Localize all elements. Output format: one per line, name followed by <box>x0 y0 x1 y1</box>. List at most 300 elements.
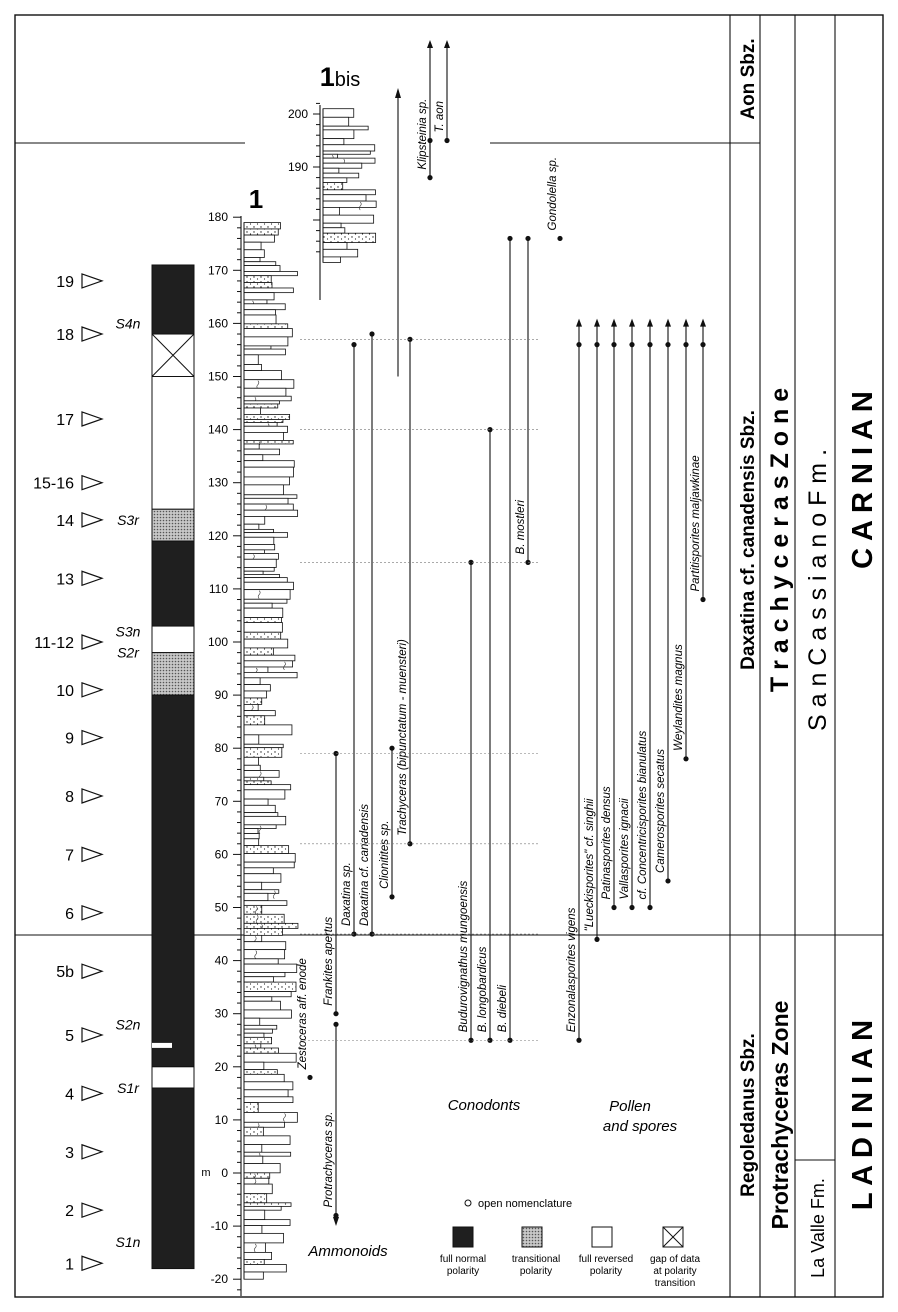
polarity-interval <box>152 695 194 1067</box>
zone-trachyceras-label: T r a c h y c e r a s Z o n e <box>766 387 794 693</box>
lithologic-log-1bis <box>323 109 376 263</box>
log-bed <box>244 590 290 600</box>
sample-label: 14 <box>56 512 74 530</box>
log-bed <box>244 262 276 266</box>
sample-label: 6 <box>65 905 74 923</box>
sample-marker-icon <box>82 513 102 527</box>
log-bed <box>244 455 263 461</box>
occurrence-dot <box>594 937 599 942</box>
log-bed <box>244 426 288 432</box>
polarity-interval <box>152 1067 194 1088</box>
log-bed <box>244 250 264 258</box>
log-bed <box>244 337 288 346</box>
log-bed <box>244 1136 290 1145</box>
log-bed <box>244 785 291 790</box>
log-bed <box>244 1001 280 1010</box>
occurrence-dot <box>647 905 652 910</box>
log-bed <box>244 485 283 495</box>
log-bed <box>323 130 354 139</box>
legend-normal-swatch <box>453 1227 473 1247</box>
log-bed <box>244 805 275 812</box>
log-bed <box>244 388 286 396</box>
open-nomenclature-label: open nomenclature <box>478 1198 573 1210</box>
log-bed <box>244 711 275 716</box>
log-bed <box>244 529 274 532</box>
subzone-regoledanus-label: Regoledanus Sbz. <box>738 1033 759 1197</box>
lithologic-log-main <box>244 223 298 1280</box>
taxon-name-label: Trachyceras (bipunctatum - muensteri) <box>397 639 409 836</box>
sample-marker-icon <box>82 731 102 745</box>
log-bed <box>244 862 294 868</box>
pollen-group-label-line2: and spores <box>602 1118 678 1135</box>
taxon-name-label: Camerosporites secatus <box>655 748 667 873</box>
taxon-range <box>397 337 413 847</box>
log-bed <box>244 935 262 941</box>
scale-tick-label: 120 <box>207 528 228 543</box>
sample-marker-icon <box>82 476 102 490</box>
log-bed <box>244 550 265 554</box>
stage-carnian-label: C A R N I A N <box>847 391 879 569</box>
taxon-range <box>341 342 357 937</box>
polarity-interval <box>152 653 194 695</box>
scale-tick-label: 180 <box>207 210 228 225</box>
zone-protrachyceras-label: Protrachyceras Zone <box>767 1000 793 1230</box>
log-bed <box>244 467 293 477</box>
log-bed <box>244 1164 280 1173</box>
log-bed <box>244 257 260 261</box>
log-bed <box>244 678 260 685</box>
sample-label: 17 <box>56 411 74 429</box>
log-bed <box>244 396 291 401</box>
log-bed <box>244 1272 263 1279</box>
log-bed <box>244 923 298 928</box>
pollen-group-label-line1: Pollen <box>609 1098 651 1115</box>
log-bed <box>244 950 285 959</box>
magnetozone-label: S3r <box>117 511 139 528</box>
magnetozone-label: S1n <box>115 1234 141 1251</box>
log-bed <box>244 781 271 785</box>
scale-tick-label: -10 <box>210 1219 228 1234</box>
sample-marker-icon <box>82 1028 102 1042</box>
log-bed <box>323 215 374 223</box>
magnetozone-labels <box>116 315 141 1250</box>
scale-tick-label: 90 <box>214 688 228 703</box>
log-bed <box>244 874 281 883</box>
polarity-interval <box>152 1088 194 1269</box>
occurrence-dot <box>389 746 394 751</box>
log-bed <box>244 868 273 874</box>
log-bed <box>244 997 272 1001</box>
formation-la-valle-label: La Valle Fm. <box>808 1178 828 1278</box>
sample-marker-icon <box>82 1086 102 1100</box>
log-bed <box>323 109 354 118</box>
log-bed <box>244 1082 293 1090</box>
log-bed <box>244 498 288 504</box>
occurrence-dot <box>683 756 688 761</box>
log-bed <box>244 982 296 991</box>
log-bed <box>244 401 279 404</box>
log-bed <box>244 510 298 516</box>
log-bed <box>244 310 276 315</box>
scale-tick-label: 140 <box>207 422 228 437</box>
subzone-aon-label: Aon Sbz. <box>738 38 759 120</box>
log-bed <box>244 977 274 982</box>
occurrence-dot <box>557 236 562 241</box>
sample-label: 13 <box>56 571 74 589</box>
log-bed <box>244 725 292 735</box>
taxon-range <box>297 958 313 1080</box>
taxon-name-label: cf. Concentricisporites bianulatus <box>637 730 649 900</box>
log-bed <box>244 404 278 408</box>
log-bed <box>244 293 274 300</box>
scale-tick-label: 160 <box>207 316 228 331</box>
legend-gap-label: gap of data at polarity transition <box>649 1254 701 1289</box>
log-bed <box>244 698 262 704</box>
sample-label: 5 <box>65 1027 74 1045</box>
log-bed <box>244 495 297 499</box>
log-bed <box>244 1037 272 1043</box>
log-bed <box>323 163 362 168</box>
log-bed <box>244 1173 270 1178</box>
log-bed <box>244 771 279 778</box>
log-bed <box>244 648 273 655</box>
log-bed <box>244 229 278 235</box>
log-bed <box>244 349 285 355</box>
taxon-range <box>515 236 531 565</box>
taxon-range <box>584 342 600 942</box>
log-bed <box>244 1029 272 1033</box>
log-bed <box>244 813 278 817</box>
polarity-column <box>152 265 194 1269</box>
log-bed <box>244 1033 264 1037</box>
sample-label: 19 <box>56 273 74 291</box>
log-bed <box>244 346 271 349</box>
taxon-range <box>497 236 513 1043</box>
polarity-interval <box>152 541 194 626</box>
sample-label: 3 <box>65 1144 74 1162</box>
log-bed <box>244 667 268 672</box>
sample-label: 7 <box>65 847 74 865</box>
log-bed <box>323 195 366 201</box>
log-bed <box>244 300 267 304</box>
occurrence-dot <box>369 331 374 336</box>
log-bed <box>244 440 293 444</box>
bis-scale-tick-label: 190 <box>287 160 308 174</box>
log-bed <box>244 419 283 422</box>
log-bed <box>244 928 282 935</box>
log-bed <box>244 371 281 380</box>
log-bed <box>244 524 259 529</box>
open-nomenclature-symbol <box>465 1200 471 1206</box>
sample-label: 8 <box>65 788 74 806</box>
log-bed <box>323 201 376 207</box>
log-bed <box>323 178 347 183</box>
log-bed <box>244 1184 272 1194</box>
log-bed <box>323 182 343 189</box>
log-bed <box>244 846 289 854</box>
log-bed <box>323 154 338 158</box>
log-bed <box>323 257 341 262</box>
log-bed <box>244 825 276 829</box>
sample-label: 18 <box>56 327 74 345</box>
polarity-notch <box>152 1043 172 1048</box>
taxon-name-label: Vallasporites ignacii <box>619 798 631 900</box>
log-bed <box>323 223 341 228</box>
log-bed <box>244 691 267 698</box>
log-bed <box>244 992 291 997</box>
legend-normal-label: full normal polarity <box>439 1254 487 1277</box>
log-bed <box>323 207 339 215</box>
sample-marker-icon <box>82 571 102 585</box>
taxon-name-label: B. longobardicus <box>477 946 489 1033</box>
ammonoids-group-label: Ammonoids <box>308 1243 388 1260</box>
log-bed <box>244 553 278 559</box>
taxon-name-label: Clionitites sp. <box>379 820 391 889</box>
scale-tick-label: 70 <box>214 794 228 809</box>
sample-labels <box>33 274 102 1273</box>
log-bed <box>244 964 297 972</box>
scale-tick-label: 80 <box>214 741 228 756</box>
log-bed <box>244 1178 269 1184</box>
occurrence-dot <box>611 905 616 910</box>
legend-reversed-swatch <box>592 1227 612 1247</box>
magnetozone-label: S2r <box>117 644 139 661</box>
scale-tick-label: 50 <box>214 900 228 915</box>
log-bed <box>244 1122 285 1127</box>
log-bed <box>244 1090 288 1097</box>
taxon-name-label: Frankites apertus <box>323 916 335 1006</box>
log-bed <box>323 228 345 233</box>
log-bed <box>244 972 285 976</box>
magnetozone-label: S1r <box>117 1080 139 1097</box>
log-bed <box>244 704 258 710</box>
log-bed <box>244 504 293 510</box>
sample-label: 2 <box>65 1203 74 1221</box>
log-bed <box>244 1145 262 1153</box>
log-bed <box>323 249 358 257</box>
log-bed <box>244 271 297 275</box>
taxon-name-label: Patinasporites densus <box>601 786 613 900</box>
formation-san-cassiano-label: S a n C a s s i a n o F m . <box>804 448 832 732</box>
occurrence-dot <box>576 1038 581 1043</box>
log-bed <box>323 243 347 250</box>
taxon-name-label: Daxatina cf. canadensis <box>359 803 371 927</box>
taxon-range <box>673 342 689 761</box>
taxon-range <box>359 331 375 936</box>
log-bed <box>244 716 265 725</box>
taxon-range <box>566 342 582 1043</box>
log-bed <box>244 959 278 964</box>
log-bed <box>244 1127 263 1136</box>
taxon-name-label: Partitisporites maljawkinae <box>690 455 702 592</box>
log-bed <box>244 1233 283 1243</box>
log-bed <box>244 422 277 426</box>
log-bed <box>244 1194 267 1203</box>
taxon-name-label: Zestoceras aff. enode <box>297 958 309 1070</box>
log-bed <box>244 790 285 799</box>
sample-marker-icon <box>82 274 102 288</box>
taxon-name-label: B. mostleri <box>515 500 527 555</box>
log-bed <box>244 608 283 617</box>
log-bed <box>244 1070 277 1075</box>
taxon-range <box>477 427 493 1043</box>
log-bed <box>244 449 280 455</box>
log-bed <box>323 233 376 242</box>
log-bed <box>244 777 264 781</box>
occurrence-dot <box>665 878 670 883</box>
section-1bis-label: 1bis <box>319 62 361 92</box>
log-bed <box>244 1203 291 1207</box>
taxon-range <box>323 751 339 1016</box>
taxon-name-label: Budurovignathus mungoensis <box>458 880 470 1033</box>
taxon-range <box>690 342 706 602</box>
log-bed <box>244 744 283 747</box>
log-bed <box>244 444 259 449</box>
log-bed <box>244 1226 262 1234</box>
scale-tick-label: 150 <box>207 369 228 384</box>
taxon-name-label: Weylandites magnus <box>673 644 685 751</box>
main-depth-scale <box>208 210 241 1296</box>
range-arrow-icon <box>427 40 433 48</box>
log-bed <box>323 145 375 151</box>
scale-tick-label: 110 <box>208 581 228 596</box>
stage-ladinian-label: L A D I N I A N <box>847 1019 879 1211</box>
log-bed <box>244 533 288 538</box>
taxon-range <box>619 342 635 910</box>
scale-tick-label: 170 <box>207 263 228 278</box>
scale-tick-label: 20 <box>214 1059 228 1074</box>
log-bed <box>244 1210 265 1219</box>
log-bed <box>244 235 274 242</box>
sample-marker-icon <box>82 635 102 649</box>
log-bed <box>244 408 261 414</box>
log-bed <box>244 1097 293 1103</box>
log-bed <box>323 173 359 178</box>
log-bed <box>244 890 279 894</box>
log-bed <box>244 276 271 283</box>
log-bed <box>244 365 262 371</box>
scale-tick-label: 30 <box>214 1006 228 1021</box>
sample-marker-icon <box>82 1203 102 1217</box>
scale-unit-label: m <box>201 1167 211 1179</box>
log-bed <box>244 544 275 549</box>
log-bed <box>244 901 287 906</box>
sample-marker-icon <box>82 964 102 978</box>
occurrence-dot <box>351 342 356 347</box>
log-bed <box>244 324 288 329</box>
log-bed <box>244 355 258 365</box>
log-bed <box>244 559 276 567</box>
log-bed <box>323 117 349 126</box>
log-bed <box>244 942 286 950</box>
log-bed <box>244 854 295 863</box>
log-bed <box>244 1259 264 1264</box>
taxon-name-label: "Lueckisporites" cf. singhii <box>584 798 596 932</box>
log-bed <box>244 1010 291 1018</box>
magnetozone-label: S4n <box>115 315 141 332</box>
sample-label: 5b <box>56 964 74 982</box>
log-bed <box>244 1103 258 1113</box>
legend-transitional-swatch <box>522 1227 542 1247</box>
polarity-interval <box>152 265 194 334</box>
taxon-range <box>637 342 653 910</box>
log-bed <box>244 288 293 293</box>
taxon-range <box>379 746 395 900</box>
log-bed <box>244 905 262 914</box>
log-bed <box>244 1206 281 1210</box>
subzone-daxatina-label: Daxatina cf. canadensis Sbz. <box>738 410 759 670</box>
taxon-range <box>601 342 617 910</box>
log-bed <box>323 151 370 154</box>
range-arrow-icon <box>395 88 401 98</box>
log-bed <box>323 168 339 173</box>
log-bed <box>244 266 280 272</box>
log-bed <box>244 567 274 571</box>
log-bed <box>244 1156 263 1163</box>
scale-tick-label: 0 <box>221 1166 228 1180</box>
taxon-name-label: Protrachyceras sp. <box>323 1111 335 1208</box>
log-bed <box>244 1252 272 1259</box>
sample-label: 9 <box>65 730 74 748</box>
log-bed <box>244 893 268 900</box>
sample-label: 11-12 <box>34 635 74 652</box>
log-bed <box>244 639 288 648</box>
log-bed <box>244 380 294 389</box>
log-bed <box>244 914 284 923</box>
sample-label: 1 <box>65 1256 74 1274</box>
scale-tick-label: 40 <box>214 953 228 968</box>
log-bed <box>244 304 285 310</box>
taxon-name-label: B. diebeli <box>497 984 509 1033</box>
occurrence-dot <box>307 1075 312 1080</box>
log-bed <box>244 757 259 765</box>
log-bed <box>244 1025 277 1029</box>
taxon-range <box>458 560 474 1043</box>
sample-marker-icon <box>82 906 102 920</box>
log-bed <box>244 829 258 834</box>
sample-label: 10 <box>56 682 74 700</box>
taxon-name-label: Klipsteinia sp. <box>417 98 429 170</box>
scale-tick-label: 100 <box>207 635 228 649</box>
taxon-name-label: Gondolella sp. <box>547 156 559 231</box>
bis-depth-scale <box>288 103 320 300</box>
log-bed <box>244 223 280 229</box>
log-bed <box>244 574 279 577</box>
occurrence-dot <box>507 236 512 241</box>
log-bed <box>323 126 368 130</box>
occurrence-dot <box>389 894 394 899</box>
log-bed <box>244 603 272 608</box>
occurrence-dot <box>629 905 634 910</box>
log-bed <box>244 283 272 288</box>
sample-marker-icon <box>82 683 102 697</box>
log-bed <box>244 834 259 839</box>
occurrence-dot <box>700 597 705 602</box>
sample-label: 4 <box>65 1086 74 1104</box>
log-bed <box>244 432 284 440</box>
log-bed <box>244 623 282 633</box>
log-bed <box>244 1053 296 1062</box>
polarity-interval <box>152 509 194 541</box>
log-bed <box>244 571 263 574</box>
log-bed <box>244 1220 290 1226</box>
taxon-range <box>323 1022 339 1218</box>
log-bed <box>244 578 287 583</box>
occurrence-dot <box>333 1022 338 1027</box>
log-bed <box>244 882 262 889</box>
polarity-interval <box>152 377 194 510</box>
conodonts-group-label: Conodonts <box>447 1097 521 1114</box>
